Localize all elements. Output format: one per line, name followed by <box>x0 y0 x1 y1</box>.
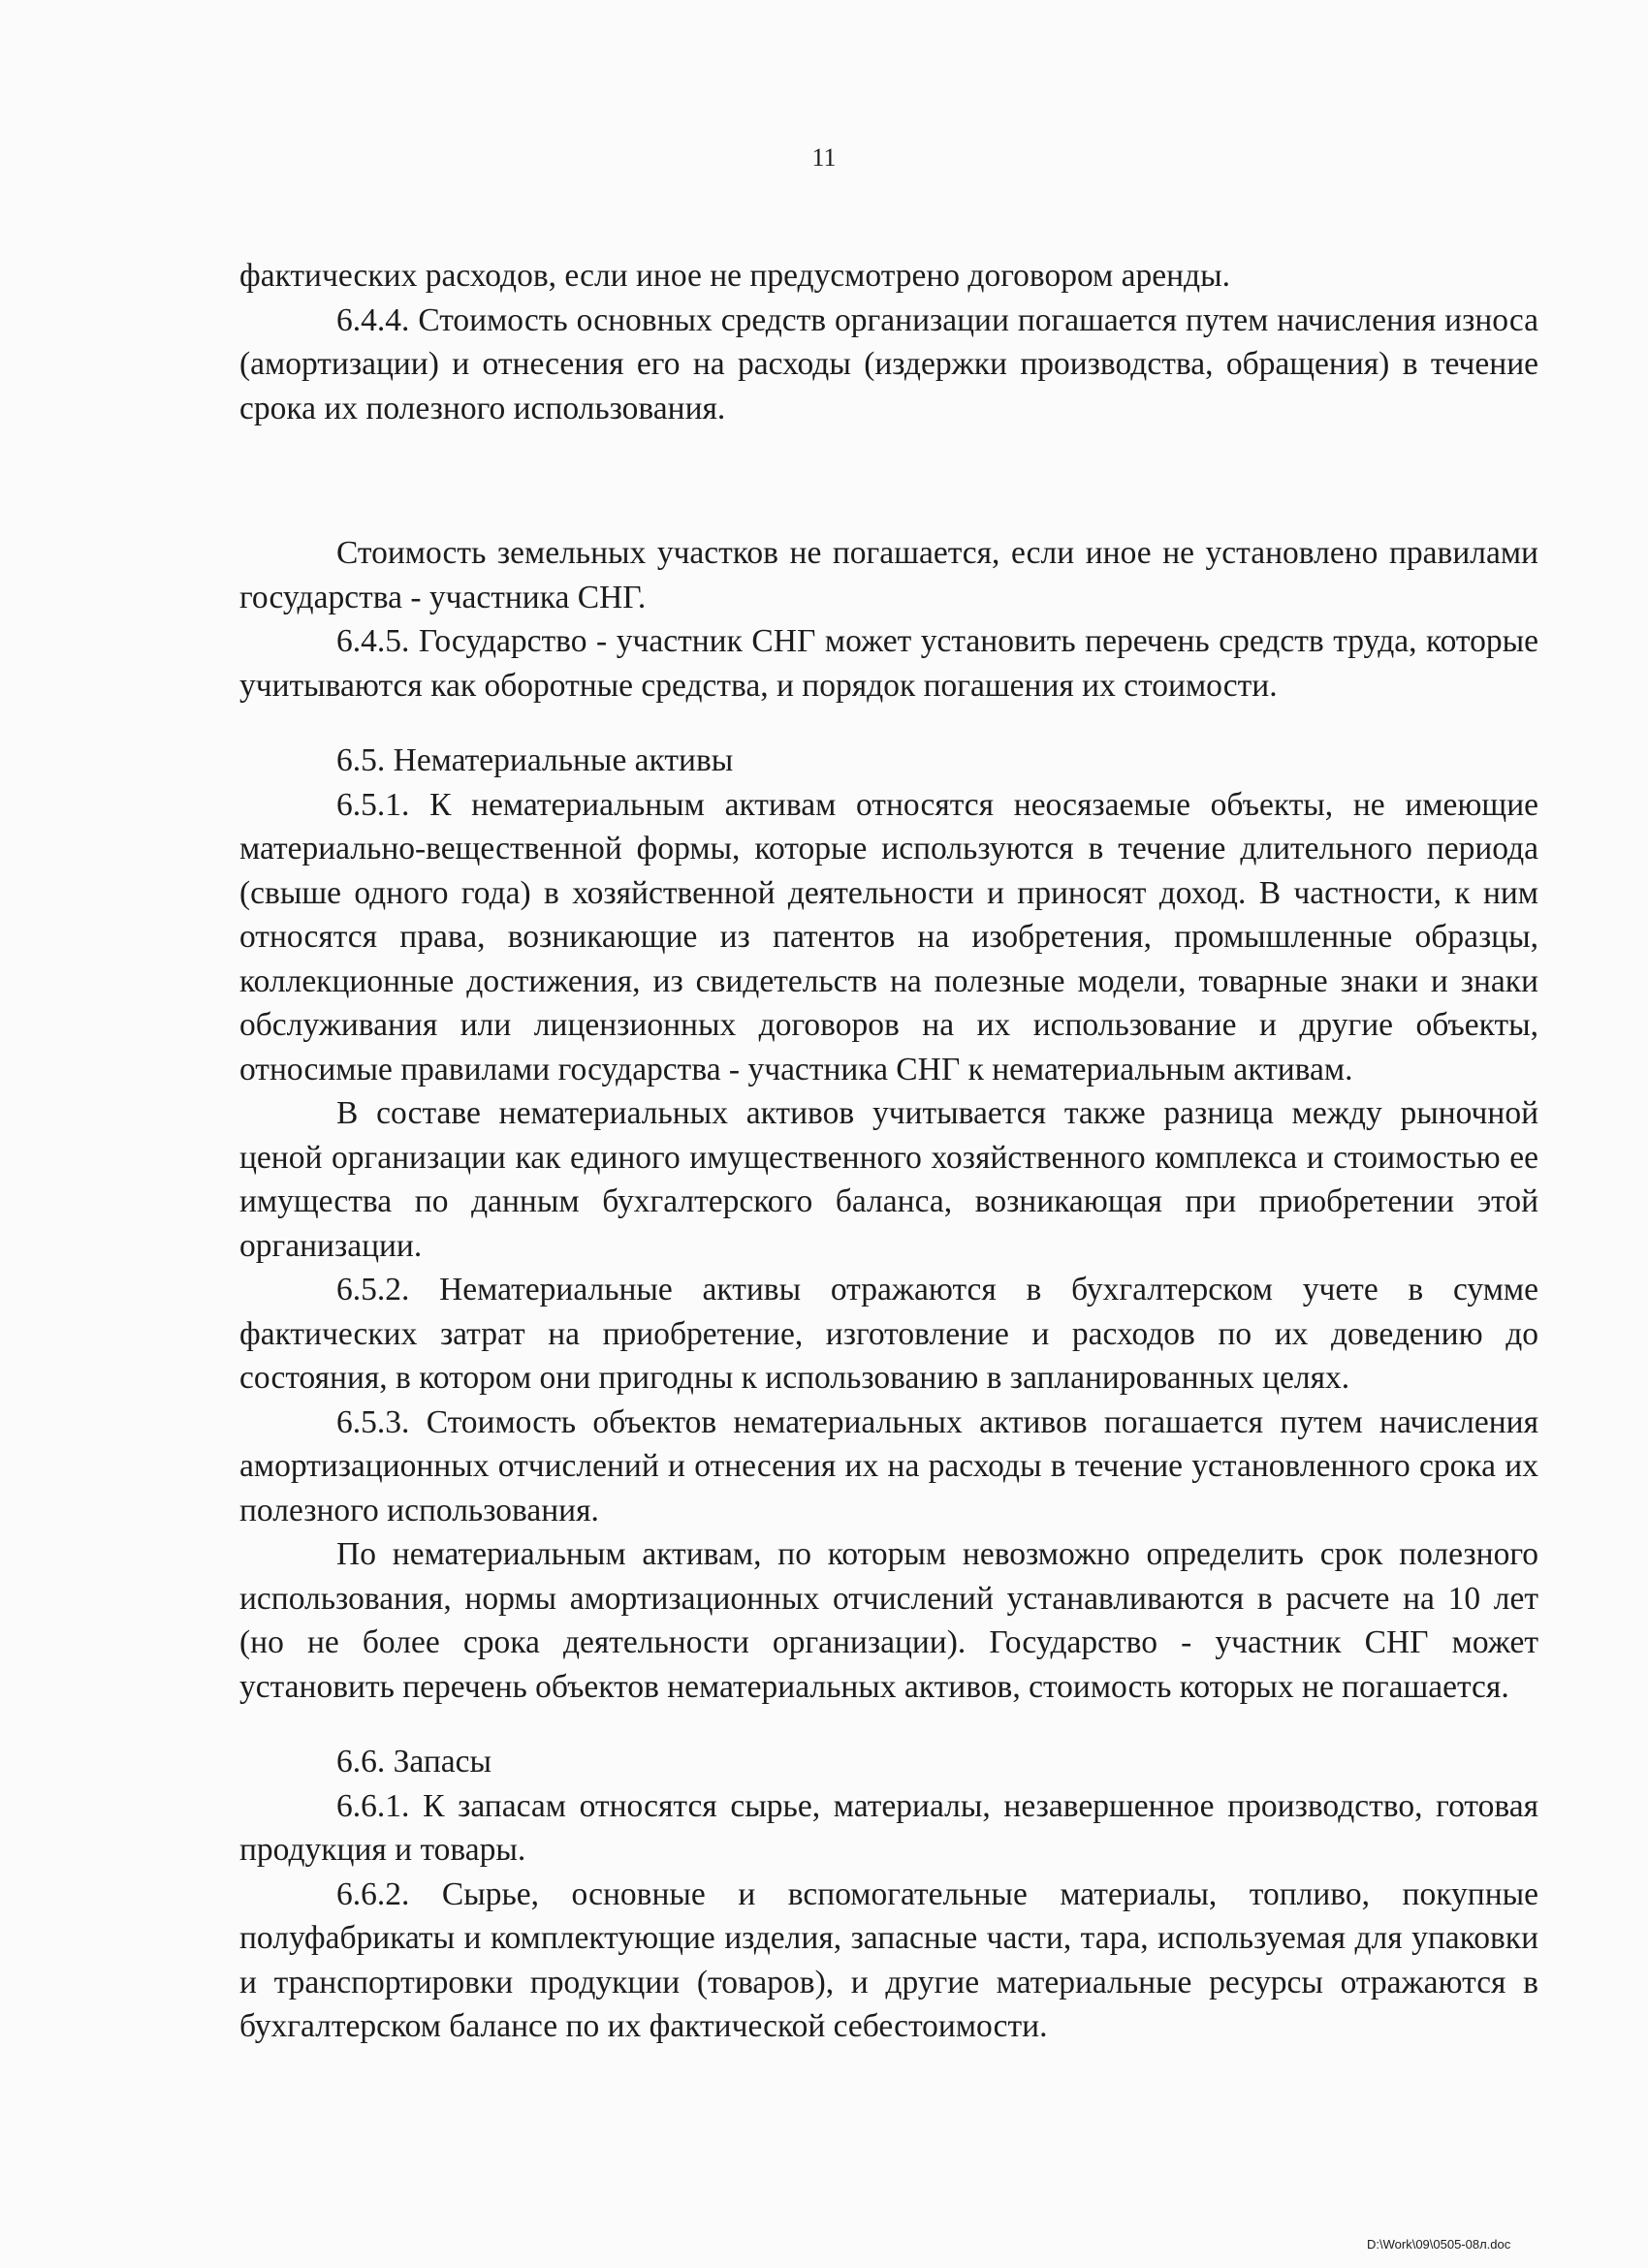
paragraph-continuation: фактических расходов, если иное не предусмотрено договором аренды. <box>239 258 1230 294</box>
paragraph-6-6-2: 6.6.2. Сырье, основные и вспомогательные материалы, топливо, покупные полуфабрикаты и комплектующие изделия, запасные части, тара, используемая для упаковки и транспортировки продукции (товаров), и другие материальные ресурсы отражаются в бухгалтерском балансе по их фактической себестоимости. <box>239 1875 1538 2044</box>
section-heading-6-5: 6.5. Нематериальные активы <box>336 742 734 778</box>
blank-space <box>239 1709 1538 1740</box>
footer-file-path: D:\Work\09\0505-08л.doc <box>1367 2237 1511 2252</box>
section-heading-6-6: 6.6. Запасы <box>336 1744 492 1780</box>
document-body <box>239 254 1538 2049</box>
paragraph-useful-life: По нематериальным активам, по которым невозможно определить срок полезного использования, нормы амортизационных отчислений устанавливаются в расчете на 10 лет (но не более срока деятельности организации). Государство - участник СНГ может установить перечень объектов нематериальных активов, стоимость которых не погашается. <box>239 1536 1538 1705</box>
paragraph-intangible-difference: В составе нематериальных активов учитывается также разница между рыночной ценой организации как единого имущественного хозяйственного комплекса и стоимостью ее имущества по данным бухгалтерского баланса, возникающая при приобретении этой организации. <box>239 1095 1538 1264</box>
page-number: 11 <box>811 143 837 172</box>
paragraph-6-5-1: 6.5.1. К нематериальным активам относятся неосязаемые объекты, не имеющие материально-вещественной формы, которые используются в течение длительного периода (свыше одного года) в хозяйственной деятельности и приносят доход. В частности, к ним относятся права, возникающие из патентов на изобретения, промышленные образцы, коллекционные достижения, из свидетельств на полезные модели, товарные знаки и знаки обслуживания или лицензионных договоров на их использование и другие объекты, относимые правилами государства - участника СНГ к нематериальным активам. <box>239 786 1538 1087</box>
paragraph-6-5-3: 6.5.3. Стоимость объектов нематериальных активов погашается путем начисления амортизационных отчислений и отнесения их на расходы в течение установленного срока их полезного использования. <box>239 1403 1538 1528</box>
paragraph-6-6-1: 6.6.1. К запасам относятся сырье, материалы, незавершенное производство, готовая продукция и товары. <box>239 1787 1538 1868</box>
blank-space <box>239 430 1538 531</box>
blank-space <box>239 708 1538 739</box>
paragraph-6-4-5: 6.4.5. Государство - участник СНГ может установить перечень средств труда, которые учитываются как оборотные средства, и порядок погашения их стоимости. <box>239 623 1538 704</box>
paragraph-land-plots: Стоимость земельных участков не погашается, если иное не установлено правилами государства - участника СНГ. <box>239 535 1538 615</box>
paragraph-6-4-4: 6.4.4. Стоимость основных средств организации погашается путем начисления износа (амортизации) и отнесения его на расходы (издержки производства, обращения) в течение срока их полезного использования. <box>239 301 1538 426</box>
paragraph-6-5-2: 6.5.2. Нематериальные активы отражаются в бухгалтерском учете в сумме фактических затрат на приобретение, изготовление и расходов по их доведению до состояния, в котором они пригодны к использованию в запланированных целях. <box>239 1272 1538 1396</box>
